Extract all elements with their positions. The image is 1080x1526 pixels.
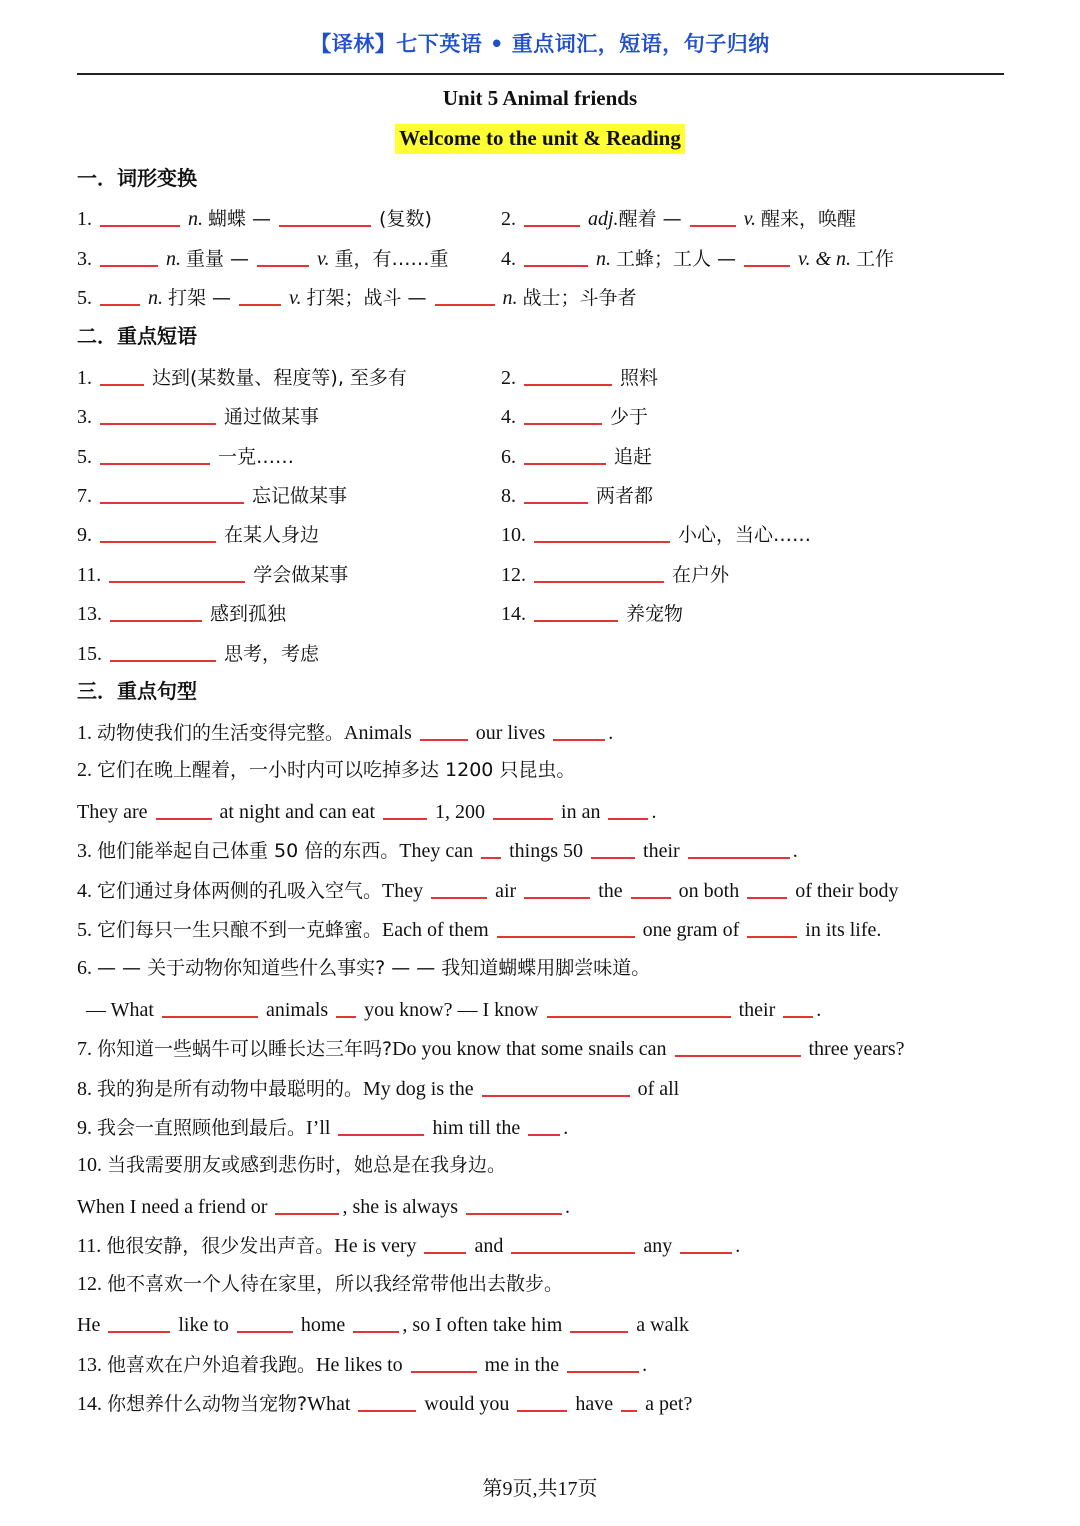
blank[interactable] bbox=[524, 364, 612, 386]
blank[interactable] bbox=[100, 482, 244, 504]
phrase-item-8: 8. 两者都 bbox=[501, 480, 653, 510]
sentence-12-cn: 12. 他不喜欢一个人待在家里，所以我经常带他出去散步。 bbox=[77, 1273, 564, 1295]
blank[interactable] bbox=[431, 877, 487, 899]
section1-title: 一．词形变换 bbox=[77, 166, 197, 190]
word-item-3: 3. n. 重量 — v. 重，有……重 bbox=[77, 243, 448, 273]
sentence-3: 3. 他们能举起自己体重 50 倍的东西。They can things 50 their . bbox=[77, 835, 798, 865]
sentence-9: 9. 我会一直照顾他到最后。I’ll him till the . bbox=[77, 1112, 568, 1142]
phrase-item-11: 11. 学会做某事 bbox=[77, 559, 348, 589]
blank[interactable] bbox=[110, 600, 202, 622]
blank[interactable] bbox=[608, 798, 648, 820]
phrase-item-5: 5. 一克…… bbox=[77, 441, 294, 471]
blank[interactable] bbox=[420, 719, 468, 741]
phrase-item-13: 13. 感到孤独 bbox=[77, 598, 286, 628]
blank[interactable] bbox=[239, 284, 281, 306]
header-divider bbox=[77, 73, 1004, 75]
blank[interactable] bbox=[336, 996, 356, 1018]
sentence-4: 4. 它们通过身体两侧的孔吸入空气。They air the on both of their body bbox=[77, 875, 899, 905]
sentence-6-cn: 6. — — 关于动物你知道些什么事实? — — 我知道蝴蝶用脚尝味道。 bbox=[77, 957, 651, 979]
sentence-1: 1. 动物使我们的生活变得完整。Animals our lives . bbox=[77, 717, 613, 747]
word-item-4: 4. n. 工蜂；工人 — v. & n. 工作 bbox=[501, 243, 894, 273]
blank[interactable] bbox=[680, 1232, 732, 1254]
blank[interactable] bbox=[156, 798, 212, 820]
blank[interactable] bbox=[110, 640, 216, 662]
phrase-item-15: 15. 思考，考虑 bbox=[77, 638, 319, 668]
blank[interactable] bbox=[621, 1390, 637, 1412]
blank[interactable] bbox=[547, 996, 731, 1018]
phrase-item-2: 2. 照料 bbox=[501, 362, 658, 392]
blank[interactable] bbox=[511, 1232, 635, 1254]
word-item-5: 5. n. 打架 — v. 打架；战斗 — n. 战士；斗争者 bbox=[77, 282, 637, 312]
blank[interactable] bbox=[100, 443, 210, 465]
phrase-item-14: 14. 养宠物 bbox=[501, 598, 683, 628]
document-header: 【译林】七下英语 • 重点词汇，短语，句子归纳 bbox=[310, 32, 770, 56]
section2-title: 二．重点短语 bbox=[77, 324, 197, 348]
blank[interactable] bbox=[338, 1114, 424, 1136]
phrase-item-9: 9. 在某人身边 bbox=[77, 519, 319, 549]
blank[interactable] bbox=[528, 1114, 560, 1136]
blank[interactable] bbox=[383, 798, 427, 820]
phrase-item-7: 7. 忘记做某事 bbox=[77, 480, 347, 510]
blank[interactable] bbox=[631, 877, 671, 899]
sentence-8: 8. 我的狗是所有动物中最聪明的。My dog is the of all bbox=[77, 1073, 679, 1103]
sentence-2-en: They are at night and can eat 1, 200 in an . bbox=[77, 796, 656, 826]
sentence-7: 7. 你知道一些蜗牛可以睡长达三年吗?Do you know that some snails can three years? bbox=[77, 1033, 905, 1063]
blank[interactable] bbox=[100, 521, 216, 543]
blank[interactable] bbox=[435, 284, 495, 306]
blank[interactable] bbox=[100, 364, 144, 386]
section3-title: 三．重点句型 bbox=[77, 679, 197, 703]
blank[interactable] bbox=[100, 284, 140, 306]
sentence-10-cn: 10. 当我需要朋友或感到悲伤时，她总是在我身边。 bbox=[77, 1154, 507, 1176]
sentence-11: 11. 他很安静，很少发出声音。He is very and any . bbox=[77, 1230, 740, 1260]
blank[interactable] bbox=[279, 205, 371, 227]
sentence-12-en: He like to home , so I often take him a walk bbox=[77, 1309, 689, 1339]
page-number: 第9页,共17页 bbox=[482, 1478, 598, 1500]
blank[interactable] bbox=[100, 245, 158, 267]
blank[interactable] bbox=[497, 916, 635, 938]
blank[interactable] bbox=[688, 837, 790, 859]
blank[interactable] bbox=[783, 996, 813, 1018]
word-item-2: 2. adj.醒着 — v. 醒来，唤醒 bbox=[501, 203, 856, 233]
sentence-10-en: When I need a friend or , she is always . bbox=[77, 1191, 570, 1221]
blank[interactable] bbox=[237, 1311, 293, 1333]
blank[interactable] bbox=[257, 245, 309, 267]
blank[interactable] bbox=[567, 1351, 639, 1373]
blank[interactable] bbox=[570, 1311, 628, 1333]
blank[interactable] bbox=[353, 1311, 399, 1333]
blank[interactable] bbox=[524, 403, 602, 425]
blank[interactable] bbox=[524, 205, 580, 227]
blank[interactable] bbox=[524, 877, 590, 899]
phrase-item-4: 4. 少于 bbox=[501, 401, 648, 431]
blank[interactable] bbox=[534, 600, 618, 622]
blank[interactable] bbox=[100, 403, 216, 425]
blank[interactable] bbox=[109, 561, 245, 583]
blank[interactable] bbox=[591, 837, 635, 859]
phrase-item-3: 3. 通过做某事 bbox=[77, 401, 319, 431]
blank[interactable] bbox=[524, 443, 606, 465]
blank[interactable] bbox=[493, 798, 553, 820]
blank[interactable] bbox=[411, 1351, 477, 1373]
blank[interactable] bbox=[534, 561, 664, 583]
blank[interactable] bbox=[481, 837, 501, 859]
section-subtitle: Welcome to the unit & Reading bbox=[395, 124, 685, 154]
blank[interactable] bbox=[358, 1390, 416, 1412]
blank[interactable] bbox=[100, 205, 180, 227]
blank[interactable] bbox=[675, 1035, 801, 1057]
blank[interactable] bbox=[482, 1075, 630, 1097]
blank[interactable] bbox=[524, 482, 588, 504]
sentence-6-en: — What animals you know? — I know their . bbox=[86, 994, 821, 1024]
sentence-13: 13. 他喜欢在户外追着我跑。He likes to me in the . bbox=[77, 1349, 647, 1379]
word-item-1: 1. n. 蝴蝶 — (复数) bbox=[77, 203, 432, 233]
blank[interactable] bbox=[275, 1193, 339, 1215]
blank[interactable] bbox=[553, 719, 605, 741]
phrase-item-10: 10. 小心，当心…… bbox=[501, 519, 811, 549]
blank[interactable] bbox=[108, 1311, 170, 1333]
blank[interactable] bbox=[424, 1232, 466, 1254]
sentence-5: 5. 它们每只一生只酿不到一克蜂蜜。Each of them one gram of in its life. bbox=[77, 914, 881, 944]
blank[interactable] bbox=[466, 1193, 562, 1215]
blank[interactable] bbox=[517, 1390, 567, 1412]
sentence-2-cn: 2. 它们在晚上醒着，一小时内可以吃掉多达 1200 只昆虫。 bbox=[77, 759, 576, 781]
blank[interactable] bbox=[534, 521, 670, 543]
sentence-14: 14. 你想养什么动物当宠物?What would you have a pet? bbox=[77, 1388, 692, 1418]
blank[interactable] bbox=[524, 245, 588, 267]
blank[interactable] bbox=[747, 916, 797, 938]
blank[interactable] bbox=[162, 996, 258, 1018]
phrase-item-12: 12. 在户外 bbox=[501, 559, 729, 589]
phrase-item-1: 1. 达到(某数量、程度等), 至多有 bbox=[77, 362, 407, 392]
blank[interactable] bbox=[747, 877, 787, 899]
unit-title: Unit 5 Animal friends bbox=[442, 86, 638, 110]
phrase-item-6: 6. 追赶 bbox=[501, 441, 652, 471]
blank[interactable] bbox=[690, 205, 736, 227]
blank[interactable] bbox=[744, 245, 790, 267]
